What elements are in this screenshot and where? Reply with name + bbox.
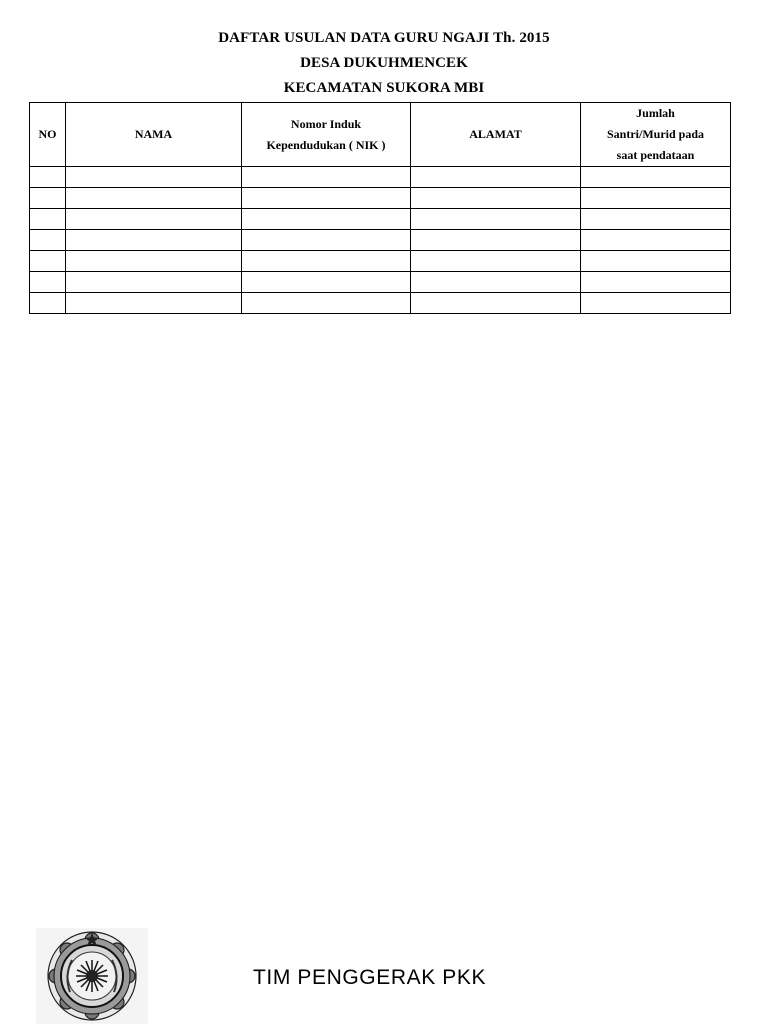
table-cell-alamat	[411, 188, 581, 209]
table-cell-no	[30, 251, 66, 272]
table-cell-nama	[66, 188, 242, 209]
pkk-emblem-graphic	[40, 930, 144, 1022]
column-header-jumlah-line1: Jumlah	[636, 106, 675, 120]
table-row	[30, 293, 731, 314]
table-cell-alamat	[411, 272, 581, 293]
table-cell-nama	[66, 293, 242, 314]
table-row	[30, 230, 731, 251]
column-header-nik-line2: Kependudukan ( NIK )	[266, 137, 386, 152]
table-cell-jumlah	[581, 188, 731, 209]
table-cell-jumlah	[581, 230, 731, 251]
table-cell-jumlah	[581, 251, 731, 272]
village-name: DESA DUKUHMENCEK	[300, 55, 468, 71]
table-cell-nama	[66, 272, 242, 293]
table-row	[30, 167, 731, 188]
column-header-no-label: NO	[38, 127, 57, 141]
table-cell-jumlah	[581, 293, 731, 314]
organization-name: TIM PENGGERAK PKK	[253, 966, 487, 989]
table-cell-jumlah	[581, 272, 731, 293]
column-header-alamat-label: ALAMAT	[469, 127, 522, 141]
column-header-jumlah-line2: Santri/Murid pada	[606, 127, 705, 141]
table-cell-jumlah	[581, 167, 731, 188]
table-cell-alamat	[411, 293, 581, 314]
column-header-no	[30, 103, 66, 167]
table-cell-nik	[242, 272, 411, 293]
table-cell-nik	[242, 209, 411, 230]
table-row	[30, 188, 731, 209]
table-cell-nik	[242, 230, 411, 251]
table-cell-nama	[66, 230, 242, 251]
district-name: KECAMATAN SUKORA MBI	[283, 80, 485, 96]
table-cell-alamat	[411, 251, 581, 272]
table-row	[30, 251, 731, 272]
document-title: DAFTAR USULAN DATA GURU NGAJI Th. 2015	[218, 30, 550, 46]
table-row	[30, 272, 731, 293]
table-cell-no	[30, 188, 66, 209]
document-header	[0, 26, 768, 101]
table-cell-nik	[242, 251, 411, 272]
pkk-emblem-icon	[36, 928, 148, 1024]
table-cell-no	[30, 167, 66, 188]
table-cell-nama	[66, 209, 242, 230]
table-cell-jumlah	[581, 209, 731, 230]
table-cell-nama	[66, 251, 242, 272]
table-cell-alamat	[411, 167, 581, 188]
table-cell-no	[30, 293, 66, 314]
column-header-alamat	[411, 103, 581, 167]
table-cell-nik	[242, 188, 411, 209]
table-cell-nama	[66, 167, 242, 188]
table-cell-no	[30, 230, 66, 251]
table-row	[30, 209, 731, 230]
teacher-data-table	[29, 102, 731, 314]
column-header-nik	[242, 103, 411, 167]
table-cell-alamat	[411, 230, 581, 251]
column-header-jumlah	[581, 103, 731, 167]
column-header-nik-line1: Nomor Induk	[290, 116, 362, 131]
column-header-nama	[66, 103, 242, 167]
column-header-jumlah-line3: saat pendataan	[616, 148, 695, 162]
table-header-row	[30, 103, 731, 167]
table-cell-no	[30, 209, 66, 230]
table-cell-nik	[242, 167, 411, 188]
column-header-nama-label: NAMA	[134, 127, 173, 141]
table-cell-nik	[242, 293, 411, 314]
table-cell-no	[30, 272, 66, 293]
table-cell-alamat	[411, 209, 581, 230]
